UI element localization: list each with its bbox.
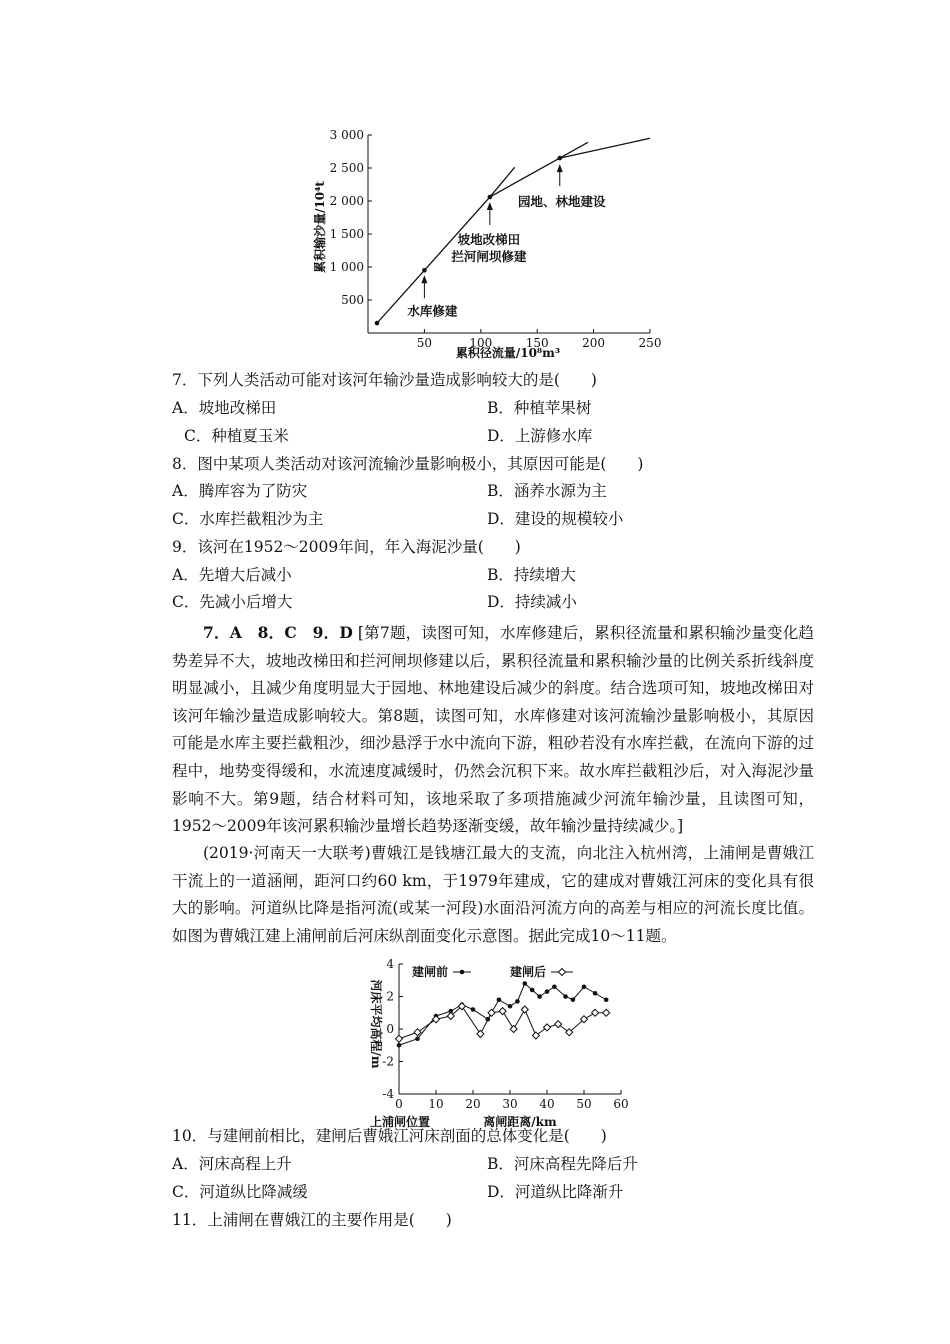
data-point [499, 1008, 506, 1015]
data-point [415, 1036, 420, 1041]
arrow-head [421, 275, 427, 283]
y-tick-label: 4 [386, 957, 394, 971]
option-d[interactable]: D．河道纵比降渐升 [487, 1183, 624, 1201]
options-row [0, 1150, 950, 1178]
legend-marker [460, 970, 465, 975]
option-c[interactable]: C．河道纵比降减缓 [172, 1183, 308, 1201]
y-tick-label: 2 [386, 989, 394, 1004]
data-point [510, 1026, 517, 1033]
data-point [521, 1006, 528, 1013]
series-line [490, 142, 588, 197]
options-row [0, 422, 950, 450]
x-tick-label: 40 [539, 1097, 555, 1111]
option-b[interactable]: B．涵养水源为主 [487, 482, 607, 500]
x-tick-label: 0 [395, 1097, 403, 1111]
explanation-text: [第7题，读图可知，水库修建后，累积径流量和累积输沙量变化趋势差异不大，坡地改梯田和拦河闸坝修建以后，累积径流量和累积输沙量的比例关系折线斜度明显减小，且减少角度明显大于园地、林地建设后减少的斜度。结合选项可知，坡地改梯田对该河年输沙量造成影响较大。第8题，读图可知，水库修建对该河流输沙量影响极小，其原因可能是水库主要拦截粗沙，细沙悬浮于水中流向下游，粗砂若没有水库拦截，在流向下游的过程中，地势变得缓和，水流速度减缓时，仍然会沉积下来。故水库拦截粗沙后，对入海泥沙量影响不大。第9题，结合材料可知，该地采取了多项措施减少河流年输沙量，且读图可知，1952～2009年该河累积输沙量增长趋势逐渐变缓，故年输沙量持续减少。] [172, 624, 814, 836]
chart2-xlabel: 离闸距离/km [483, 1115, 557, 1129]
chart1-xlabel: 累积径流量/10⁸m³ [455, 346, 561, 360]
data-point [603, 1009, 610, 1016]
option-c[interactable]: C．水库拦截粗沙为主 [172, 510, 324, 528]
data-point [544, 1024, 551, 1031]
data-point [414, 1029, 421, 1036]
question-stem: 9．该河在1952～2009年间，年入海泥沙量( ) [172, 538, 521, 556]
y-tick-label: 500 [341, 293, 364, 307]
data-point [545, 989, 550, 994]
question-stem: 10．与建闸前相比，建闸后曹娥江河床剖面的总体变化是( ) [172, 1127, 607, 1145]
answer-keys: 7．A 8．C 9．D [203, 623, 353, 642]
options-row [0, 394, 950, 422]
data-point [523, 981, 528, 986]
option-a[interactable]: A．河床高程上升 [172, 1155, 292, 1173]
data-point [537, 994, 542, 999]
series-line [560, 138, 650, 158]
y-tick-label: 2 500 [329, 161, 364, 175]
x-tick-label: 150 [525, 336, 549, 350]
question-stem: 11．上浦闸在曹娥江的主要作用是( ) [172, 1211, 452, 1229]
riverbed-profile-chart [355, 952, 645, 1134]
x-tick-label: 200 [582, 336, 606, 350]
y-tick-label: 1 500 [329, 227, 364, 241]
data-point [557, 156, 562, 161]
question-stem: 8．图中某项人类活动对该河流输沙量影响极小，其原因可能是( ) [172, 455, 644, 473]
annotation-label: 水库修建 [407, 303, 458, 319]
options-row [0, 588, 950, 616]
option-d[interactable]: D．上游修水库 [487, 427, 593, 445]
data-point [563, 994, 568, 999]
x-tick-label: 250 [638, 336, 662, 350]
x-tick-label: 100 [469, 336, 493, 350]
data-point [422, 268, 427, 273]
option-d[interactable]: D．持续减小 [487, 593, 577, 611]
options-row [0, 1178, 950, 1206]
option-b[interactable]: B．河床高程先降后升 [487, 1155, 638, 1173]
y-tick-label: 1 000 [329, 260, 364, 274]
data-point [571, 997, 576, 1002]
data-point [555, 1021, 562, 1028]
x-tick-label: 20 [465, 1097, 481, 1111]
option-c[interactable]: C．种植夏玉米 [184, 427, 289, 445]
x-tick-label: 50 [416, 336, 433, 350]
y-tick-label: 3 000 [329, 128, 364, 142]
data-point [488, 195, 493, 200]
data-point [508, 1004, 513, 1009]
y-tick-label: -2 [382, 1054, 394, 1069]
data-point [530, 988, 535, 993]
data-point [486, 1017, 491, 1022]
legend-marker [559, 969, 566, 976]
annotation-label: 坡地改梯田 [457, 232, 521, 248]
sediment-runoff-chart [300, 125, 670, 365]
y-tick-label: 0 [386, 1022, 394, 1036]
question-8 [0, 450, 950, 478]
answer-explanation [172, 619, 814, 841]
data-point [592, 1009, 599, 1016]
arrow-head [487, 202, 493, 210]
x-tick-label: 10 [428, 1097, 444, 1111]
data-point [552, 984, 557, 989]
intro-text: (2019·河南天一大联考)曹娥江是钱塘江最大的支流，向北注入杭州湾，上浦闸是曹娥江干流上的一道涵闸，距河口约60 km，于1979年建成，它的建成对曹娥江河床的变化具有很大的影响。河道纵比降是指河流(或某一河段)水面沿河流方向的高差与相应的河流长度比值。如图为曹娥江建上浦闸前后河床纵剖面变化示意图。据此完成10～11题。 [172, 844, 814, 945]
legend-label: 建闸前 [412, 965, 449, 979]
data-point [375, 321, 380, 326]
data-point [532, 1032, 539, 1039]
data-point [582, 984, 587, 989]
question-10 [0, 1122, 950, 1150]
data-point [604, 997, 609, 1002]
annotation-label: 园地、林地建设 [518, 194, 606, 210]
option-a[interactable]: A．坡地改梯田 [172, 399, 277, 417]
option-d[interactable]: D．建设的规模较小 [487, 510, 624, 528]
options-row [0, 477, 950, 505]
option-b[interactable]: B．持续增大 [487, 566, 576, 584]
question-11 [0, 1206, 950, 1234]
legend-label: 建闸后 [510, 965, 547, 979]
option-b[interactable]: B．种植苹果树 [487, 399, 592, 417]
data-point [397, 1043, 402, 1048]
chart2-xlabel-left: 上浦闸位置 [369, 1115, 431, 1129]
annotation-label: 拦河闸坝修建 [451, 249, 527, 265]
options-row [0, 505, 950, 533]
question-9 [0, 533, 950, 561]
data-point [433, 1016, 440, 1023]
intro-paragraph [172, 840, 814, 950]
options-row [0, 561, 950, 589]
x-tick-label: 60 [613, 1097, 629, 1111]
x-tick-label: 50 [576, 1097, 592, 1111]
question-7 [0, 366, 950, 394]
data-point [477, 1030, 484, 1037]
data-point [593, 991, 598, 996]
data-point [471, 1007, 476, 1012]
data-point [497, 997, 502, 1002]
chart1-ylabel: 累积输沙量/10⁴t [313, 181, 327, 273]
x-tick-label: 30 [502, 1097, 518, 1111]
y-tick-label: 2 000 [329, 194, 364, 208]
arrow-head [557, 164, 563, 172]
option-c[interactable]: C．先减小后增大 [172, 593, 293, 611]
data-point [488, 1009, 495, 1016]
data-point [396, 1035, 403, 1042]
chart2-ylabel: 河床平均高程/m [369, 979, 383, 1069]
option-a[interactable]: A．先增大后减小 [172, 566, 292, 584]
option-a[interactable]: A．腾库容为了防灾 [172, 482, 308, 500]
y-tick-label: -4 [382, 1087, 394, 1101]
data-point [515, 999, 520, 1004]
question-stem: 7．下列人类活动可能对该河年输沙量造成影响较大的是( ) [172, 371, 597, 389]
